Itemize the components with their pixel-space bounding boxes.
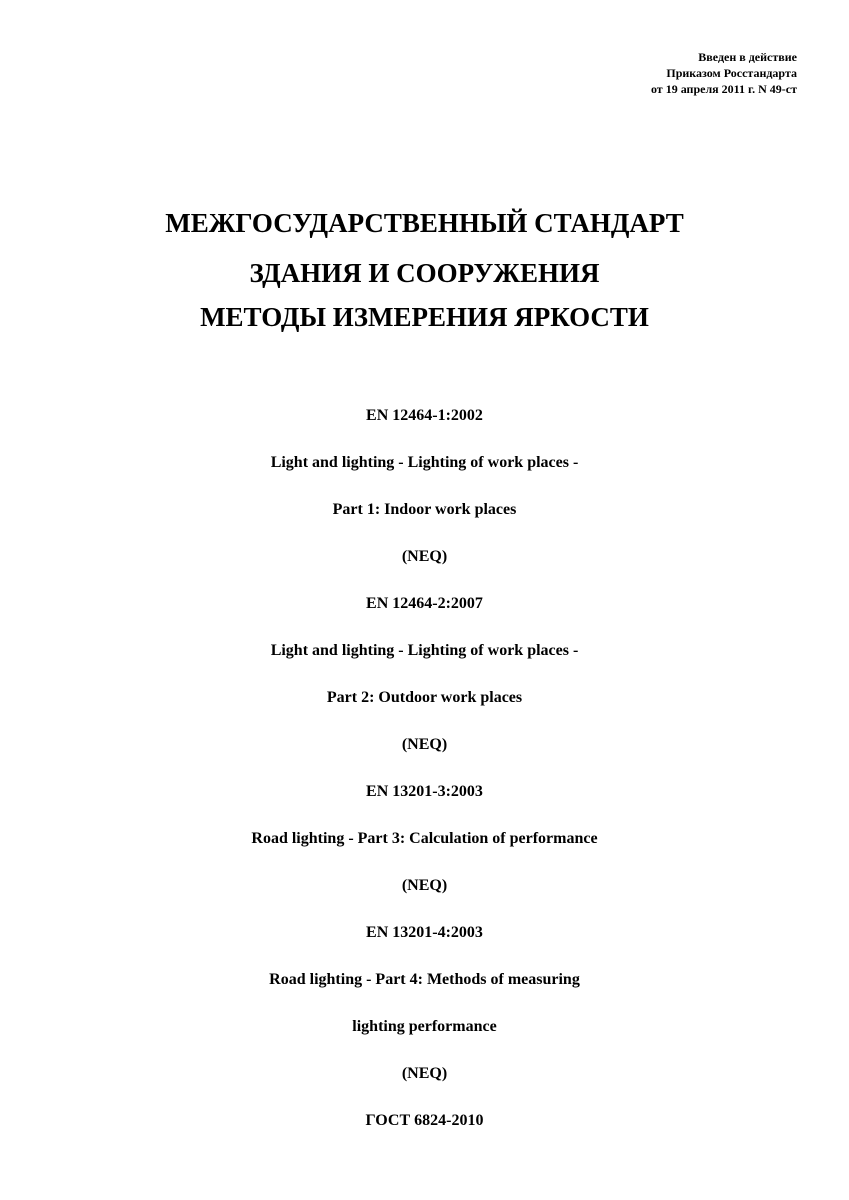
approval-line-2: Приказом Росстандарта [666,66,797,80]
reference-line: lighting performance [352,1018,497,1035]
approval-line-3: от 19 апреля 2011 г. N 49-ст [650,82,797,96]
document-title-line-2: ЗДАНИЯ И СООРУЖЕНИЯ [249,258,600,288]
reference-line: Light and lighting - Lighting of work places - [270,454,579,471]
reference-line: (NEQ) [401,1065,448,1082]
document-title-line-3: МЕТОДЫ ИЗМЕРЕНИЯ ЯРКОСТИ [200,302,649,332]
reference-line: Light and lighting - Lighting of work places - [270,642,579,659]
reference-line: ГОСТ 6824-2010 [365,1112,484,1129]
reference-line: Road lighting - Part 4: Methods of measuring [269,971,580,988]
reference-line: Part 2: Outdoor work places [326,689,523,706]
approval-line-1: Введен в действие [698,50,797,64]
reference-line: Road lighting - Part 3: Calculation of performance [251,830,598,847]
reference-line: (NEQ) [401,548,448,565]
reference-line: EN 12464-1:2002 [366,407,483,424]
document-title-line-1: МЕЖГОСУДАРСТВЕННЫЙ СТАНДАРТ [165,208,684,238]
reference-line: EN 13201-4:2003 [366,924,483,941]
reference-line: EN 12464-2:2007 [366,595,483,612]
reference-line: (NEQ) [401,736,448,753]
reference-line: Part 1: Indoor work places [332,501,517,518]
approval-note [651,49,797,97]
reference-line: EN 13201-3:2003 [366,783,483,800]
reference-line: (NEQ) [401,877,448,894]
